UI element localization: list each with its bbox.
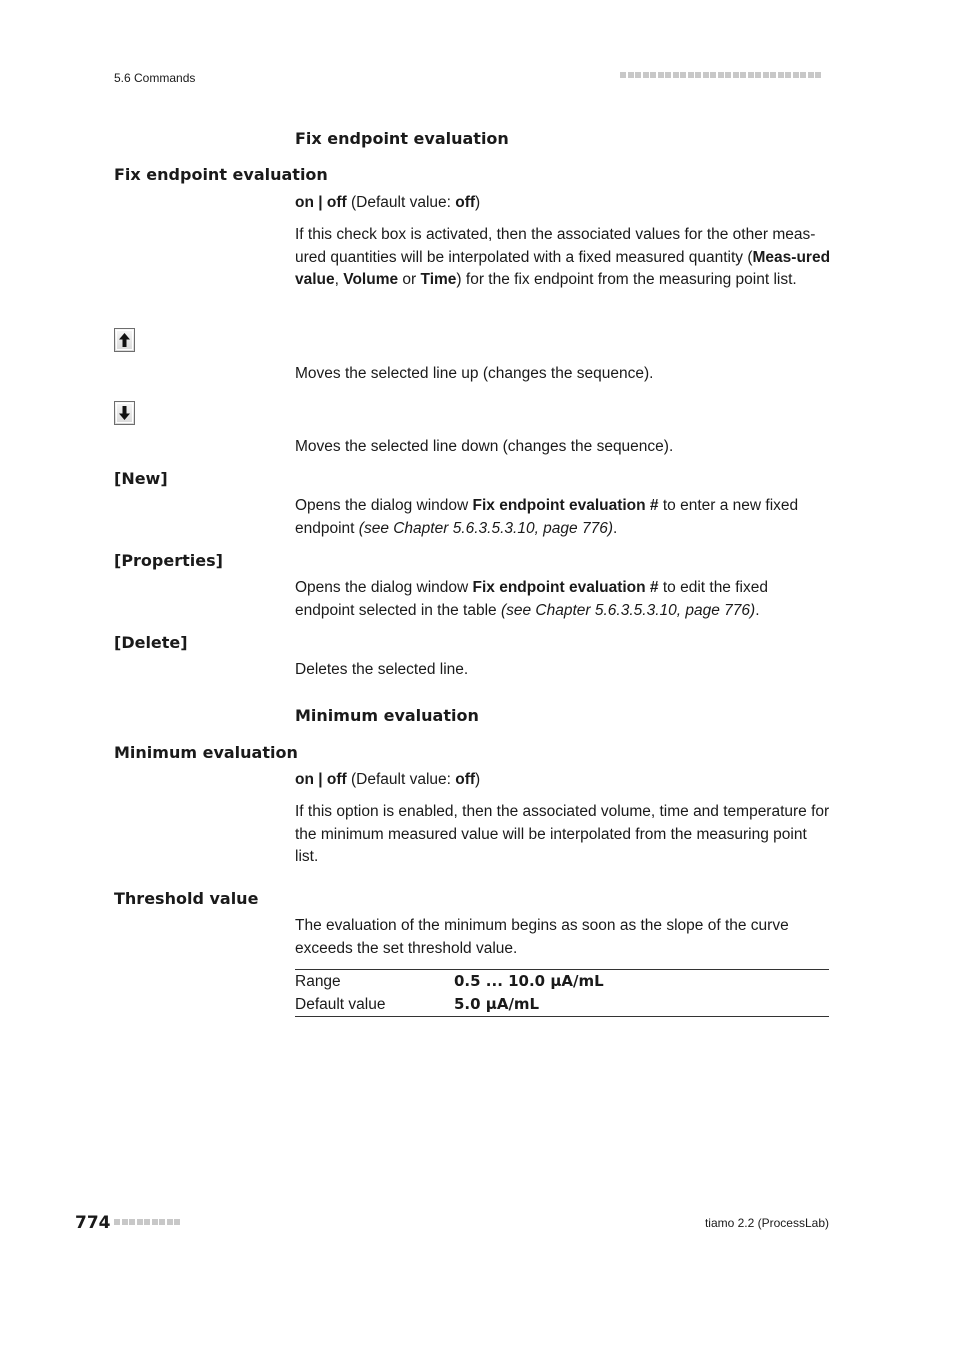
running-header-section: 5.6 Commands [114, 71, 196, 85]
up-button-description: Moves the selected line up (changes the sequence). [295, 365, 654, 382]
param-values-minimum [295, 769, 831, 792]
desc-text: Opens the dialog window [295, 579, 473, 596]
default-suffix: ) [475, 771, 481, 788]
value-on: on [295, 771, 314, 788]
properties-button-description [295, 577, 831, 622]
delete-button-label: [Delete] [114, 633, 188, 652]
value-separator: | [313, 194, 327, 211]
new-button-description [295, 495, 831, 540]
default-value: off [455, 194, 476, 211]
desc-text: . [613, 519, 618, 537]
table-row [295, 970, 829, 993]
desc-text: If this check box is activated, then the associated values for the other meas-ured quantities will be interpolated with a fixed measured quantity ( [295, 226, 816, 266]
param-label-fix-endpoint: Fix endpoint evaluation [114, 165, 328, 184]
header-decoration [620, 72, 829, 83]
properties-button-label: [Properties] [114, 551, 223, 570]
section-title-minimum: Minimum evaluation [295, 706, 479, 725]
value-on: on [295, 194, 314, 211]
desc-text: , [334, 271, 344, 288]
param-description-fix-endpoint [295, 224, 831, 292]
table-row [295, 993, 829, 1016]
param-values-fix-endpoint [295, 192, 831, 215]
param-label-threshold: Threshold value [114, 889, 259, 908]
table-key: Default value [295, 996, 386, 1013]
param-description-minimum: If this option is enabled, then the associated volume, time and temperature for the minimum measured value will be interpolated from the measuring point list. [295, 803, 830, 865]
chapter-reference-link[interactable]: (see Chapter 5.6.3.5.3.10, page 776) [500, 601, 756, 619]
desc-text: ) for the fix endpoint from the measuring point list. [456, 271, 797, 288]
desc-text: Opens the dialog window [295, 497, 473, 514]
chapter-reference-link[interactable]: (see Chapter 5.6.3.5.3.10, page 776) [358, 519, 613, 537]
table-value: 0.5 ... 10.0 µA/mL [454, 972, 604, 990]
arrow-down-icon [114, 401, 135, 425]
arrow-up-icon [114, 328, 135, 352]
desc-text: to edit the fixed endpoint selected in the table [295, 579, 768, 619]
value-separator: | [313, 771, 327, 788]
desc-bold: Meas-ured value [295, 248, 831, 288]
section-title-fix-endpoint: Fix endpoint evaluation [295, 129, 509, 148]
page-number: 774 [75, 1213, 111, 1233]
desc-bold: Fix endpoint evaluation # [472, 579, 659, 596]
desc-bold: Time [420, 271, 457, 288]
param-description-threshold: The evaluation of the minimum begins as soon as the slope of the curve exceeds the set threshold value. [295, 917, 789, 957]
value-off: off [326, 194, 347, 211]
default-suffix: ) [475, 194, 481, 211]
desc-text: or [398, 271, 421, 288]
threshold-range-table [295, 969, 829, 1017]
desc-bold: Fix endpoint evaluation # [472, 497, 659, 514]
default-prefix: (Default value: [346, 194, 456, 211]
footer-product: tiamo 2.2 (ProcessLab) [704, 1216, 829, 1230]
desc-text: . [755, 601, 760, 619]
footer-decoration [114, 1219, 182, 1238]
table-key: Range [295, 973, 341, 990]
new-button-label: [New] [114, 469, 168, 488]
down-button-description: Moves the selected line down (changes the sequence). [295, 438, 674, 455]
table-value: 5.0 µA/mL [454, 995, 540, 1013]
default-value: off [455, 771, 476, 788]
value-off: off [326, 771, 347, 788]
param-label-minimum: Minimum evaluation [114, 743, 298, 762]
desc-bold: Volume [343, 271, 399, 288]
delete-button-description: Deletes the selected line. [295, 661, 469, 678]
default-prefix: (Default value: [346, 771, 456, 788]
desc-text: to enter a new fixed endpoint [295, 497, 799, 537]
